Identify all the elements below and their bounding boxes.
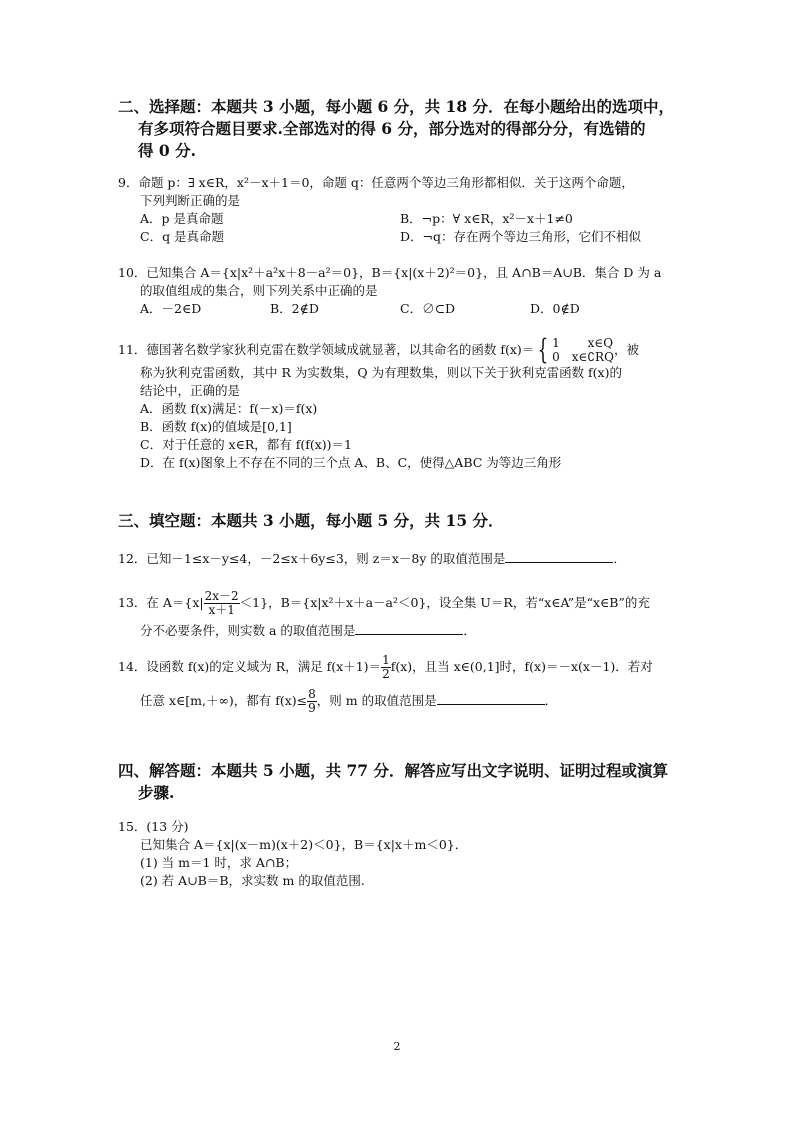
q11-option-d: D．在 f(x)图象上不存在不同的三个点 A、B、C，使得△ABC 为等边三角形 (140, 455, 562, 470)
q14-fraction-eight-ninths (307, 688, 317, 715)
q14-line-1 (118, 650, 678, 684)
q13-answer-blank (355, 622, 463, 635)
question-15 (118, 818, 678, 890)
q9-option-d: D．¬q：存在两个等边三角形，它们不相似 (400, 229, 641, 244)
piecewise-cases (552, 336, 614, 364)
q9-option-a: A．p 是真命题 (140, 211, 224, 226)
question-10 (118, 264, 678, 318)
q13-line-2 (118, 618, 678, 644)
q12-line (118, 550, 678, 568)
q10-option-a: A．－2∈D (140, 301, 202, 316)
dirichlet-piecewise (534, 333, 614, 366)
q9-stem-line-2: 下列判断正确的是 (140, 193, 241, 208)
section-4-line-2: 步骤. (138, 783, 175, 802)
section-3-heading (118, 510, 678, 532)
piecewise-case-2: 0 x∈∁RQ (552, 350, 614, 364)
q11-stem-line-1 (118, 333, 678, 366)
section-3-title: 三、填空题：本题共 3 小题，每小题 5 分，共 15 分． (118, 511, 504, 530)
q9-option-c: C．q 是真命题 (140, 229, 225, 244)
q14-end: ． (544, 693, 558, 708)
q12-answer-blank (505, 550, 613, 563)
q13-line-2-text: 分不必要条件，则实数 a 的取值范围是 (140, 623, 356, 638)
section-2-heading (118, 96, 678, 162)
question-9 (118, 174, 678, 246)
q14-fraction-numerator: 1 (382, 653, 390, 667)
q13-fraction-denominator: x＋1 (208, 603, 235, 617)
q15-part-1: (1) 当 m＝1 时，求 A∩B； (140, 855, 298, 870)
section-2-line-1: 二、选择题：本题共 3 小题，每小题 6 分，共 18 分．在每小题给出的选项中， (118, 97, 675, 116)
q14-pre: 14．设函数 f(x)的定义域为 R，满足 f(x＋1)＝ (118, 659, 382, 674)
section-4-heading (118, 760, 678, 804)
q11-option-a: A．函数 f(x)满足：f(－x)＝f(x) (140, 401, 318, 416)
q11-stem-line-2: 称为狄利克雷函数，其中 R 为实数集，Q 为有理数集，则以下关于狄利克雷函数 f(x)的 (140, 365, 622, 380)
q10-options-row (118, 300, 678, 318)
q13-fraction-numerator: 2x－2 (204, 589, 239, 603)
q9-options-row-1 (118, 210, 678, 228)
q15-part-2: (2) 若 A∪B＝B，求实数 m 的取值范围. (140, 873, 365, 888)
section-2-line-2: 有多项符合题目要求.全部选对的得 6 分，部分选对的得部分分，有选错的 (138, 119, 646, 138)
q15-stem: 已知集合 A＝{x|(x－m)(x＋2)＜0}，B＝{x|x＋m＜0}． (140, 837, 468, 852)
q11-stem-line-3: 结论中，正确的是 (140, 383, 241, 398)
question-13 (118, 588, 678, 644)
q9-options-row-2 (118, 228, 678, 246)
q14-answer-blank (437, 692, 545, 705)
section-2-line-3: 得 0 分. (138, 141, 196, 160)
q9-stem-line-1: 9．命题 p：∃ x∈R，x²－x＋1＝0，命题 q：任意两个等边三角形都相似．关于这两个命题， (118, 175, 634, 190)
q10-option-d: D．0∉D (530, 301, 580, 316)
q14-line-2 (118, 684, 678, 718)
q11-option-b: B．函数 f(x)的值域是[0,1] (140, 419, 292, 434)
q10-option-c: C．∅⊂D (400, 301, 456, 316)
q15-heading: 15．(13 分) (118, 819, 189, 834)
q13-pre: 13．在 A＝{x| (118, 595, 204, 610)
q12-end: ． (613, 551, 626, 566)
q9-option-b: B．¬p：∀ x∈R，x²－x＋1≠0 (400, 211, 573, 226)
q14-fraction-denominator: 2 (382, 667, 390, 681)
q13-line-1 (118, 588, 678, 618)
q13-post: ＜1}，B＝{x|x²＋x＋a－a²＜0}，设全集 U＝R，若“x∈A”是“x∈B”的充 (239, 595, 650, 610)
q13-end: ． (463, 623, 476, 638)
question-11 (118, 333, 678, 472)
section-4-line-1: 四、解答题：本题共 5 小题，共 77 分．解答应写出文字说明、证明过程或演算 (118, 761, 668, 780)
question-14 (118, 650, 678, 718)
q10-option-b: B．2∉D (270, 301, 319, 316)
q11-option-c: C．对于任意的 x∈R，都有 f(f(x))＝1 (140, 437, 352, 452)
q10-stem-line-1: 10．已知集合 A＝{x|x²＋a²x＋8－a²＝0}，B＝{x|(x＋2)²＝0}，且 A∩B＝A∪B．集合 D 为 a (118, 265, 662, 280)
q10-stem-line-2: 的取值组成的集合，则下列关系中正确的是 (140, 283, 378, 298)
q14-fraction-2-numerator: 8 (308, 687, 316, 701)
q11-stem-suffix: ，被 (613, 342, 639, 357)
q14-line-2-post: ，则 m 的取值范围是 (316, 693, 437, 708)
q14-fraction-half (381, 654, 391, 681)
page-number: 2 (393, 1040, 401, 1053)
q12-text: 12．已知－1≤x－y≤4，－2≤x＋6y≤3，则 z＝x－8y 的取值范围是 (118, 551, 506, 566)
q14-post: f(x)，且当 x∈(0,1]时，f(x)＝－x(x－1)．若对 (390, 659, 653, 674)
question-12 (118, 550, 678, 568)
q13-fraction (204, 590, 240, 617)
q14-fraction-2-denominator: 9 (308, 701, 316, 715)
left-brace-icon: { (537, 333, 549, 366)
q14-line-2-pre: 任意 x∈[m,＋∞)，都有 f(x)≤ (140, 693, 308, 708)
q11-stem-prefix: 11．德国著名数学家狄利克雷在数学领域成就显著，以其命名的函数 f(x)＝ (118, 342, 535, 357)
piecewise-case-1: 1 x∈Q (552, 336, 614, 350)
